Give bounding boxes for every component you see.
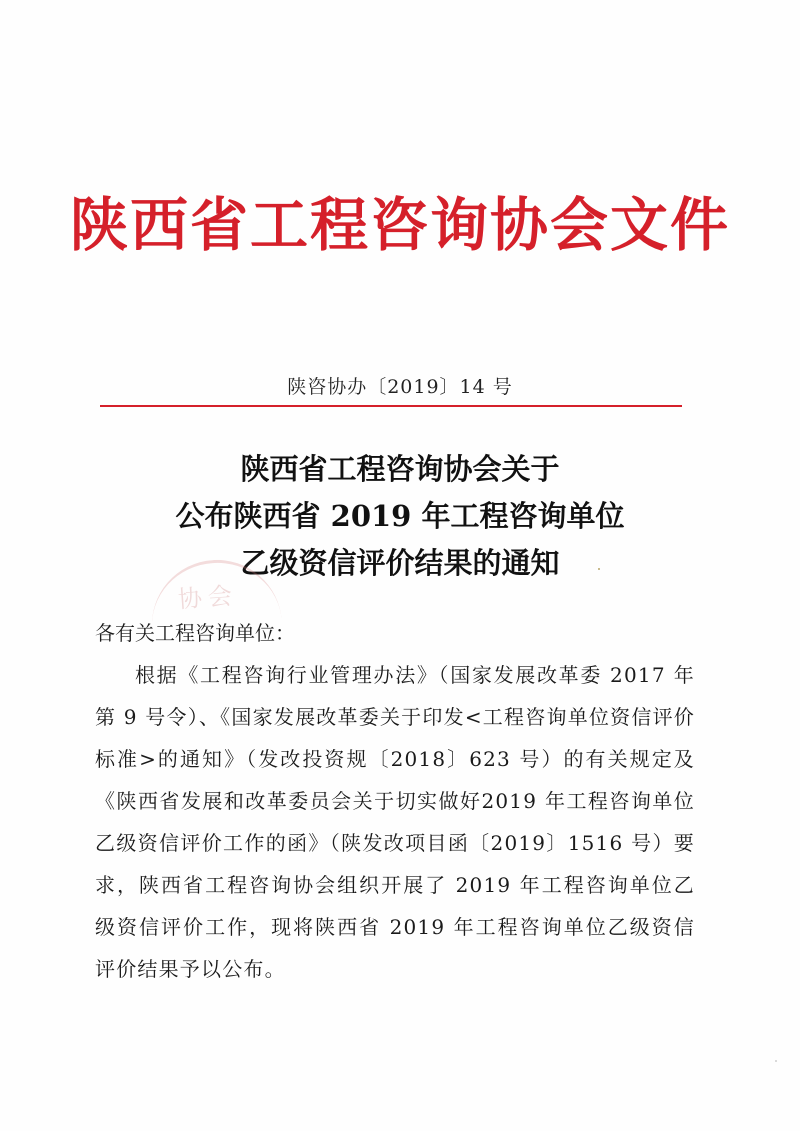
notice-title-line-3: 乙级资信评价结果的通知: [240, 546, 560, 580]
salutation: 各有关工程咨询单位：: [95, 621, 295, 645]
document-number: 陕咨协办〔2019〕14 号: [287, 376, 513, 398]
notice-title-line-2: 公布陕西省 2019 年工程咨询单位: [175, 499, 625, 533]
notice-body: [95, 612, 695, 990]
red-separator-line: [100, 405, 682, 407]
letterhead-title: 陕西省工程咨询协会文件: [69, 191, 730, 259]
notice-title-line-1: 陕西省工程咨询协会关于: [240, 452, 560, 486]
scan-speck: [598, 568, 600, 570]
notice-title: [0, 446, 800, 587]
seal-text: 协会: [177, 581, 239, 614]
scan-speck: [775, 1060, 777, 1062]
body-paragraph: 根据《工程咨询行业管理办法》（国家发展改革委 2017 年第 9 号令）、《国家发展改革委关于印发<工程咨询单位资信评价标准>的通知》（发改投资规〔2018〕623 号）的有关规定及《陕西省发展和改革委员会关于切实做好2019 年工程咨询单位乙级资信评价工作的函》（陕发改项目函〔2019〕1516 号）要求，陕西省工程咨询协会组织开展了 2019 年工程咨询单位乙级资信评价工作，现将陕西省 2019 年工程咨询单位乙级资信评价结果予以公布。: [95, 663, 695, 981]
